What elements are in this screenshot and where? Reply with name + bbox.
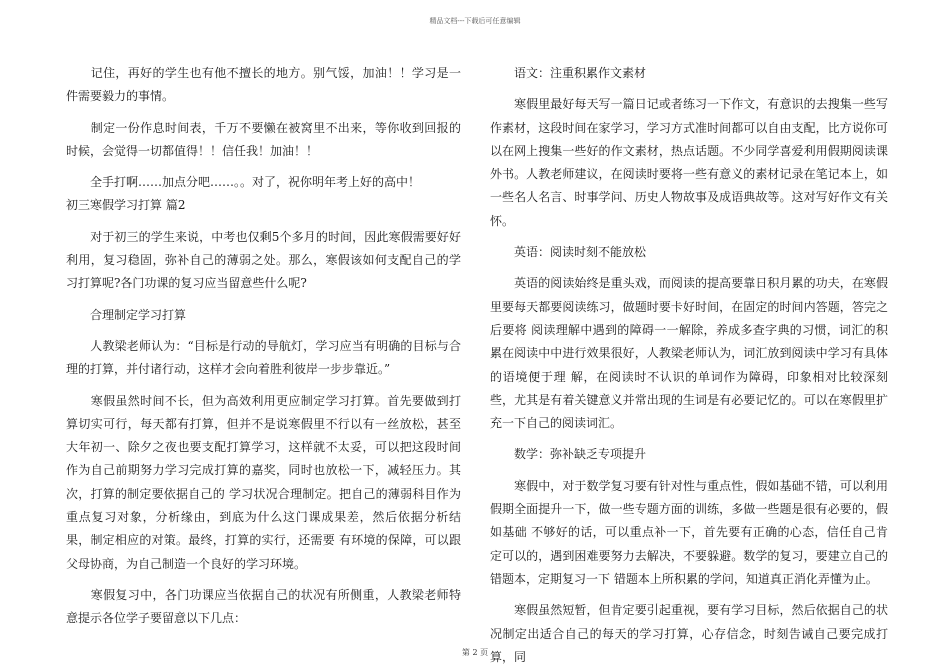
paragraph: 人教梁老师认为：“目标是行动的导航灯，学习应当有明确的目标与合理的打算，并付诸行动，这样才会向着胜利彼岸一步步靠近。” — [66, 338, 461, 377]
page-number: 第 2 页 — [461, 648, 489, 657]
paragraph: 记住，再好的学生也有他不擅长的地方。别气馁，加油！！学习是一件需要毅力的事情。 — [66, 66, 461, 104]
paragraph: 寒假虽然短暂，但肯定要引起重视，要有学习目标，然后依据自己的状况制定出适合自己的每天的学习打算，心存信念，时刻告诫自己要完成打算，同 — [490, 603, 888, 664]
subheading: 数学：弥补缺乏专项提升 — [490, 447, 647, 462]
paragraph: 寒假里最好每天写一篇日记或者练习一下作文，有意识的去搜集一些写作素材，这段时间在家学习，学习方式准时间都可以自由支配，比方说你可以在网上搜集一些好的作文素材，热点话题。不少同学喜爱利用假期阅读课外书。人教老师建议，在阅读时要将一些有意义的素材记录在笔记本上，如一些名人名言、时事学问、历史人物故事及成语典故等。这对写好作文有关怀。 — [490, 97, 888, 228]
subheading: 合理制定学习打算 — [66, 307, 187, 322]
paragraph: 制定一份作息时间表，千万不要懒在被窝里不出来，等你收到回报的时候，会觉得一切都值得！！信任我！加油！！ — [66, 120, 461, 158]
paragraph: 全手打啊……加点分吧……。。对了，祝你明年考上好的高中！ — [66, 175, 421, 190]
paragraph: 寒假复习中，各门功课应当依据自己的状况有所侧重，人教梁老师特意提示各位学子要留意以下几点： — [66, 587, 461, 626]
paragraph: 寒假中，对于数学复习要有针对性与重点性，假如基础不错，可以利用假期全面提升一下，做一些专题方面的训练，多做一些题是很有必要的，假如基础 不够好的话，可以重点补一下，首先要有正确的心态，信任自己肯定可以的，遇到困难要努力去解决，不要躲避。数学的复习，要建立自己的错题本，定期复习一下 错题本上所积累的学问，知道真正消化弄懂为止。 — [490, 478, 888, 586]
subheading: 语文：注重积累作文素材 — [490, 66, 647, 80]
left-column — [66, 62, 461, 631]
paragraph: 英语的阅读始终是重头戏，而阅读的提高要靠日积月累的功夫，在寒假里要每天都要阅读练习，做题时要卡好时间，在固定的时间内答题，答完之后要将 阅读理解中遇到的障碍一一解除，养成多查字典的习惯，词汇的积累在阅读中中进行效果很好，人教梁老师认为，词汇放到阅读中学习有具体的语境便于理 解，在阅读时不认识的单词作为障碍，印象相对比较深刻些，尤其是有着关键意义并常出现的生词是有必要记忆的。可以在寒假里扩充一下自己的阅读词汇。 — [490, 276, 888, 431]
page-header: 精品文档---下载后可任意编辑 — [429, 17, 521, 25]
paragraph: 寒假虽然时间不长，但为高效利用更应制定学习打算。首先要做到打算切实可行，每天都有打算，但并不是说寒假里不行以有一丝放松，甚至大年初一、除夕之夜也要支配打算学习，这样就不太妥，可以把这段时间作为自己前期努力学习完成打算的嘉奖，同时也放松一下，减轻压力。其次，打算的制定要依据自己的 学习状况合理制定。把自己的薄弱科目作为重点复习对象，分析缘由，到底为什么这门课成果差，然后依据分析结果，制定相应的对策。最终，打算的实行，还需要 有环境的保障，可以跟父母协商，为自己制造一个良好的学习环境。 — [66, 393, 461, 571]
subheading: 英语：阅读时刻不能放松 — [490, 245, 647, 260]
section-title: 初三寒假学习打算 篇2 — [66, 198, 186, 213]
right-column — [490, 62, 888, 669]
paragraph: 对于初三的学生来说，中考也仅剩5个多月的时间，因此寒假需要好好利用，复习稳固，弥补自己的薄弱之处。那么，寒假该如何支配自己的学习打算呢?各门功课的复习应当留意些什么呢? — [66, 229, 461, 291]
